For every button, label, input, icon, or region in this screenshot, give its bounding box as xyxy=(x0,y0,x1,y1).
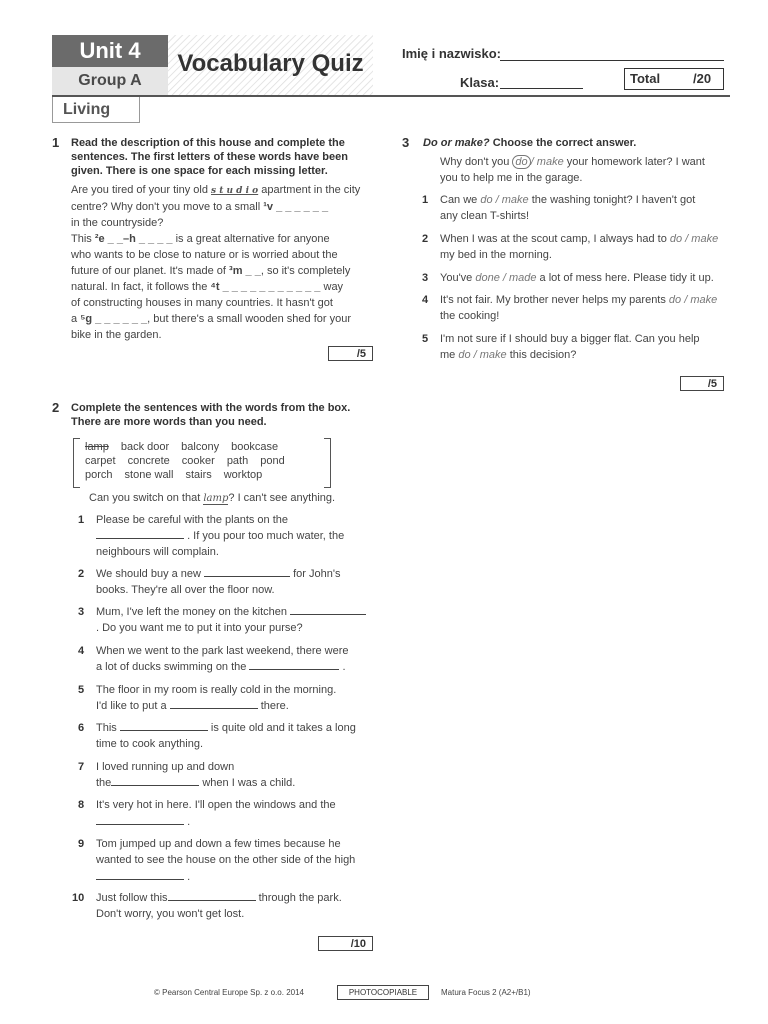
ex3-example: Why don't you do / make your homework later? I want you to help me in the garage. xyxy=(440,156,705,184)
photocopiable-badge: PHOTOCOPIABLE xyxy=(337,985,429,1000)
word-box-bracket-right xyxy=(324,438,331,488)
ex3-choice-5[interactable]: do / make xyxy=(458,349,507,361)
word-box-bracket-left xyxy=(73,438,80,488)
ex1-instruction: Read the description of this house and complete the sentences. The first letters of these words have been given. There is one space for each missing letter. xyxy=(71,137,348,177)
word-box-item: lamp xyxy=(85,441,109,453)
ex2-example-answer: lamp xyxy=(203,493,229,504)
ex3-instruction: Do or make? Choose the correct answer. xyxy=(423,137,637,149)
word-box-item: worktop xyxy=(223,469,263,481)
word-box-item: bookcase xyxy=(231,441,279,453)
quiz-title: Vocabulary Quiz xyxy=(177,50,364,77)
ex1-score-box: /5 xyxy=(328,346,373,361)
footer-book-title: Matura Focus 2 (A2+/B1) xyxy=(441,988,531,997)
word-box-item: back door xyxy=(120,441,170,453)
ex1-gap-3[interactable]: ³m _ _ xyxy=(229,265,261,277)
ex3-number: 3 xyxy=(402,135,410,150)
header-divider xyxy=(52,95,730,97)
ex1-gap-5[interactable]: ⁵g _ _ _ _ _ _ xyxy=(80,313,148,325)
ex2-answer-8[interactable] xyxy=(96,814,184,825)
total-score-box xyxy=(624,68,724,90)
ex3-choice-1[interactable]: do / make xyxy=(480,194,529,206)
ex2-answer-9[interactable] xyxy=(96,869,184,880)
word-box xyxy=(73,438,331,488)
footer-copyright: © Pearson Central Europe Sp. z o.o. 2014 xyxy=(154,988,304,997)
word-box-item: stone wall xyxy=(124,469,174,481)
ex3-example-circled-answer: do xyxy=(512,155,530,169)
ex2-answer-10[interactable] xyxy=(168,890,256,901)
word-box-item: concrete xyxy=(127,455,170,467)
word-box-item: balcony xyxy=(181,441,220,453)
ex2-answer-5[interactable] xyxy=(170,698,258,709)
ex3-score-box: /5 xyxy=(680,376,724,391)
ex3-choice-2[interactable]: do / make xyxy=(669,233,719,245)
ex2-answer-1[interactable] xyxy=(96,528,184,539)
word-box-item: porch xyxy=(85,469,113,481)
ex2-answer-4[interactable] xyxy=(249,659,339,670)
ex2-instruction: Complete the sentences with the words from the box. There are more words than you need. xyxy=(71,402,351,428)
word-box-item: pond xyxy=(260,455,285,467)
ex2-answer-3[interactable] xyxy=(290,604,366,615)
ex1-gap-2[interactable]: ²e _ _–h _ _ _ _ xyxy=(94,233,173,245)
ex1-example-word: s t u d i o xyxy=(211,186,259,196)
word-box-item: carpet xyxy=(85,455,116,467)
section-label: Living xyxy=(52,97,140,123)
ex2-answer-6[interactable] xyxy=(120,720,208,731)
group-label: Group A xyxy=(52,67,168,95)
name-field[interactable] xyxy=(500,60,724,61)
word-box-item: cooker xyxy=(181,455,215,467)
total-value: /20 xyxy=(693,71,712,86)
name-label: Imię i nazwisko: xyxy=(402,46,501,61)
ex2-example: Can you switch on that lamp? I can't see anything. xyxy=(89,492,336,504)
ex2-answer-2[interactable] xyxy=(204,566,290,577)
ex2-answer-7[interactable] xyxy=(111,775,199,786)
word-box-item: path xyxy=(226,455,249,467)
ex1-number: 1 xyxy=(52,135,60,150)
ex1-gap-1[interactable]: ¹v _ _ _ _ _ _ xyxy=(263,201,329,213)
word-box-item: stairs xyxy=(185,469,212,481)
total-label: Total xyxy=(630,71,661,86)
ex1-text: Are you tired of your tiny old s t u d i o apartment in the city centre? Why don't you move to a small ¹v _ _ _ _ _ _ in the countryside? This ²e _ _–h _ _ _ _ is a great alternative for anyone who wants to be close to nature or is worried about the future of our planet. It's made of ³m _ _, so it's completely natural. In fact, it follows the ⁴t _ _ _ _ _ _ _ _ _ _ _ way of constructing houses in many countries. It hasn't got a ⁵g _ _ _ _ _ _, but there's a small wooden shed for your bike in the garden. xyxy=(71,184,361,341)
ex2-number: 2 xyxy=(52,400,60,415)
ex2-score-box: /10 xyxy=(318,936,373,951)
ex3-choice-4[interactable]: do / make xyxy=(668,294,718,306)
ex3-choice-3[interactable]: done / made xyxy=(475,272,537,284)
unit-label: Unit 4 xyxy=(52,35,168,67)
class-label: Klasa: xyxy=(460,75,500,90)
class-field[interactable] xyxy=(500,88,583,89)
ex1-gap-4[interactable]: ⁴t _ _ _ _ _ _ _ _ _ _ _ xyxy=(210,281,321,293)
